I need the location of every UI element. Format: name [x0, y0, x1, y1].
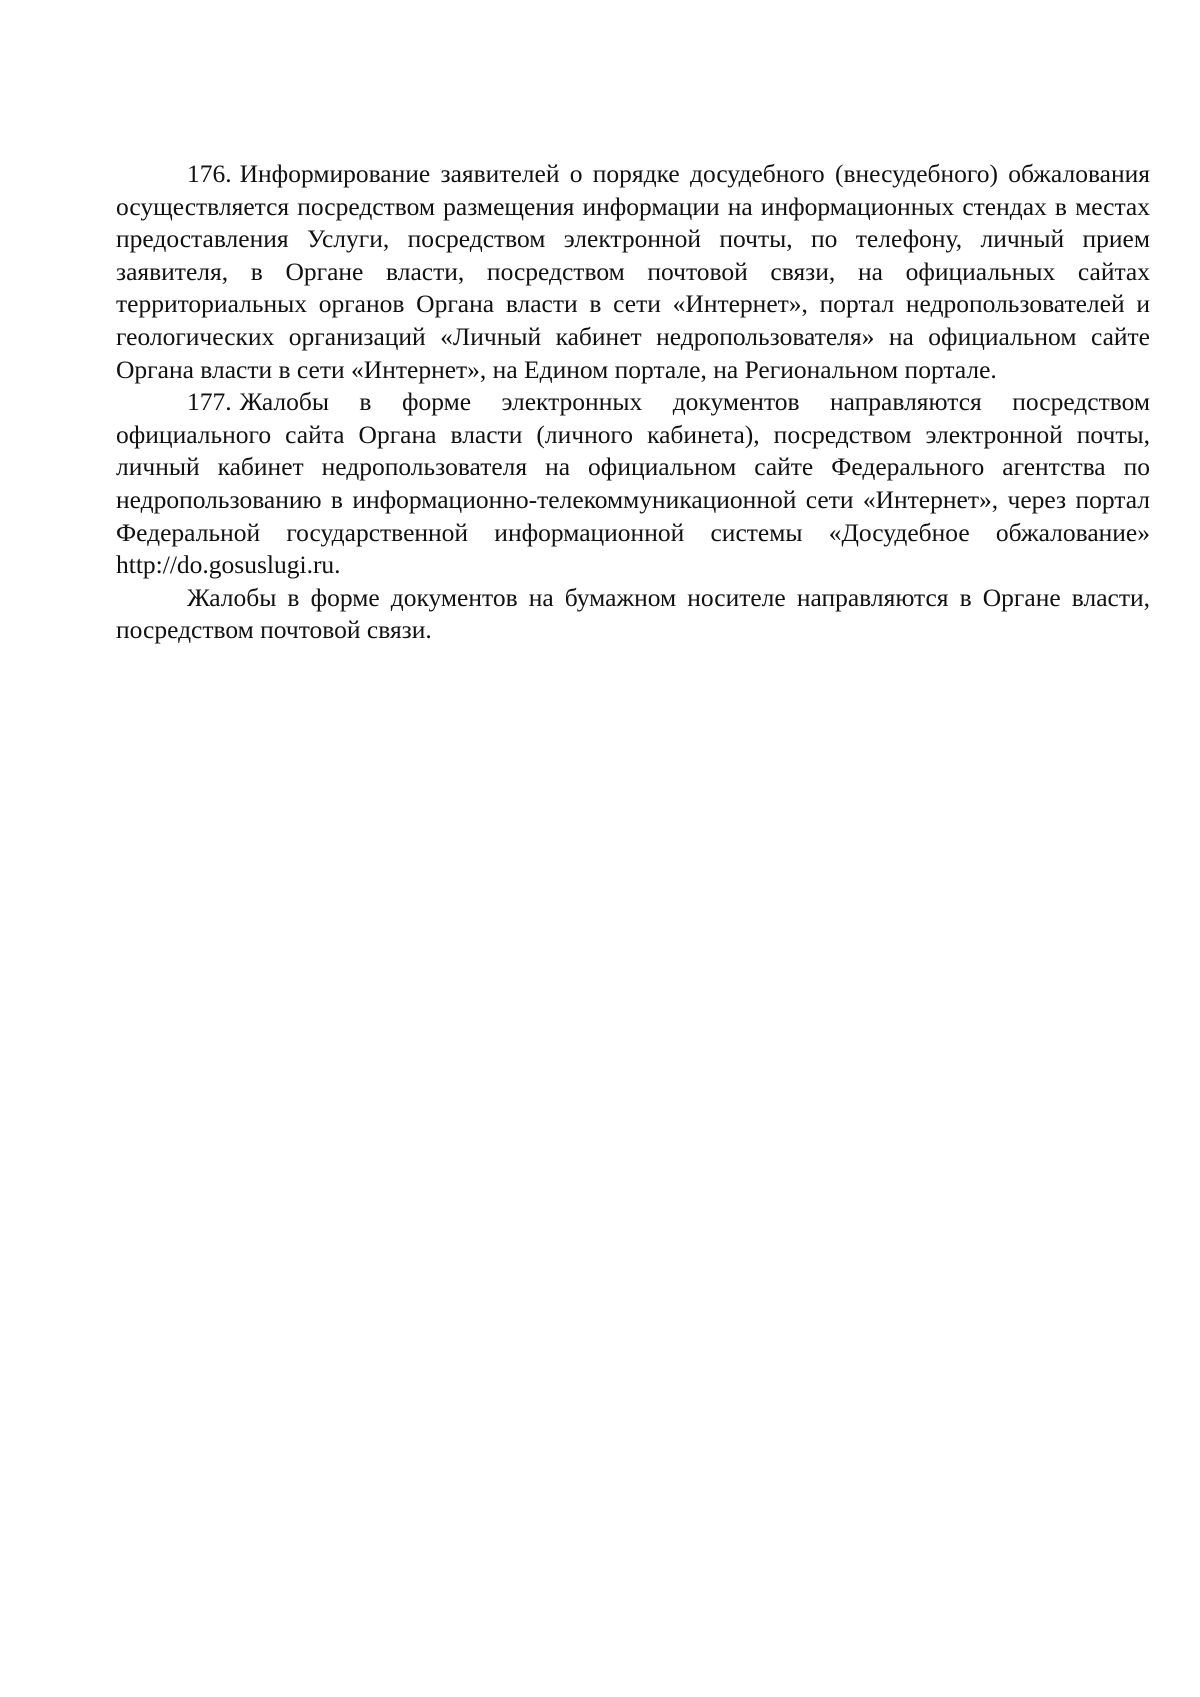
paragraph-177 [116, 386, 1150, 582]
paragraph-text: Жалобы в форме документов на бумажном носителе направляются в Органе власти, посредством почтовой связи. [116, 582, 1150, 645]
paragraph-paper-complaints [116, 582, 1150, 647]
paragraph-number: 177. [187, 387, 232, 417]
paragraph-text: Жалобы в форме электронных документов направляются посредством официального сайта Органа власти (личного кабинета), посредством электронной почты, личный кабинет недропользователя на официальном сайте Федерального агентства по недропользованию в информационно-телекоммуникационной сети «Интернет», через портал Федеральной государственной информационной системы «Досудебное обжалование» http://do.gosuslugi.ru. [116, 387, 1150, 580]
paragraph-text: Информирование заявителей о порядке досудебного (внесудебного) обжалования осуществляется посредством размещения информации на информационных стендах в местах предоставления Услуги, посредством электронной почты, по телефону, личный прием заявителя, в Органе власти, посредством почтовой связи, на официальных сайтах территориальных органов Органа власти в сети «Интернет», портал недропользователей и геологических организаций «Личный кабинет недропользователя» на официальном сайте Органа власти в сети «Интернет», на Едином портале, на Региональном портале. [116, 159, 1150, 384]
paragraph-176 [116, 158, 1150, 386]
document-body [116, 158, 1150, 647]
paragraph-number: 176. [187, 159, 232, 188]
